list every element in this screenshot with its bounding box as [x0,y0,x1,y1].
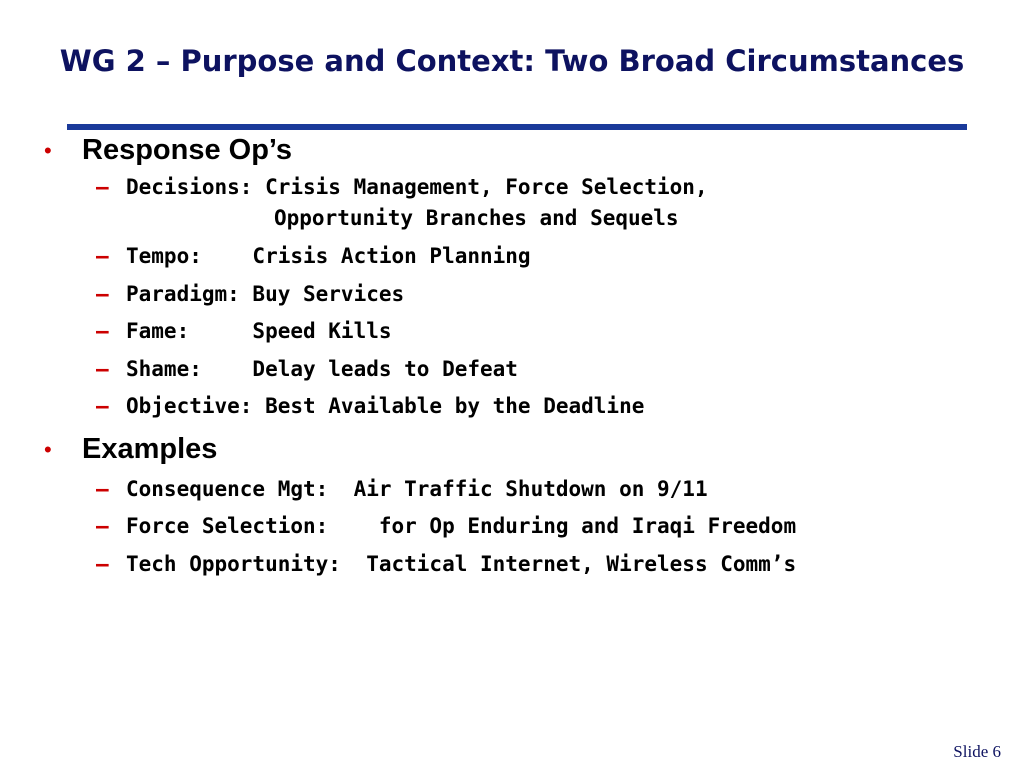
sub-bullet-continuation: Opportunity Branches and Sequels [274,206,679,230]
dash-marker: – [96,175,109,199]
slide-number: Slide 6 [953,742,1001,761]
slide-title: WG 2 – Purpose and Context: Two Broad Circumstances [59,44,965,78]
dash-marker: – [96,514,109,538]
dash-marker: – [96,357,109,381]
dash-marker: – [96,477,109,501]
sub-bullet-label: Decisions: Crisis Management, Force Selection, [126,175,708,199]
sub-bullet-label: Tempo: Crisis Action Planning [126,244,531,268]
sub-bullet-label: Shame: Delay leads to Defeat [126,357,518,381]
sub-bullet-label: Force Selection: for Op Enduring and Iraqi Freedom [126,514,797,538]
bullet-label: Response Op’s [82,134,293,166]
sub-bullet-label: Consequence Mgt: Air Traffic Shutdown on 9/11 [126,477,708,501]
sub-bullet-label: Objective: Best Available by the Deadline [126,394,645,418]
dash-marker: – [96,282,109,306]
sub-bullet-label: Fame: Speed Kills [126,319,392,343]
bullet-label: Examples [82,433,218,465]
bullet-marker: • [44,138,52,163]
dash-marker: – [96,552,109,576]
bullet-marker: • [44,437,52,462]
sub-bullet-label: Paradigm: Buy Services [126,282,405,306]
dash-marker: – [96,244,109,268]
dash-marker: – [96,394,109,418]
sub-bullet-label: Tech Opportunity: Tactical Internet, Wireless Comm’s [126,552,797,576]
dash-marker: – [96,319,109,343]
